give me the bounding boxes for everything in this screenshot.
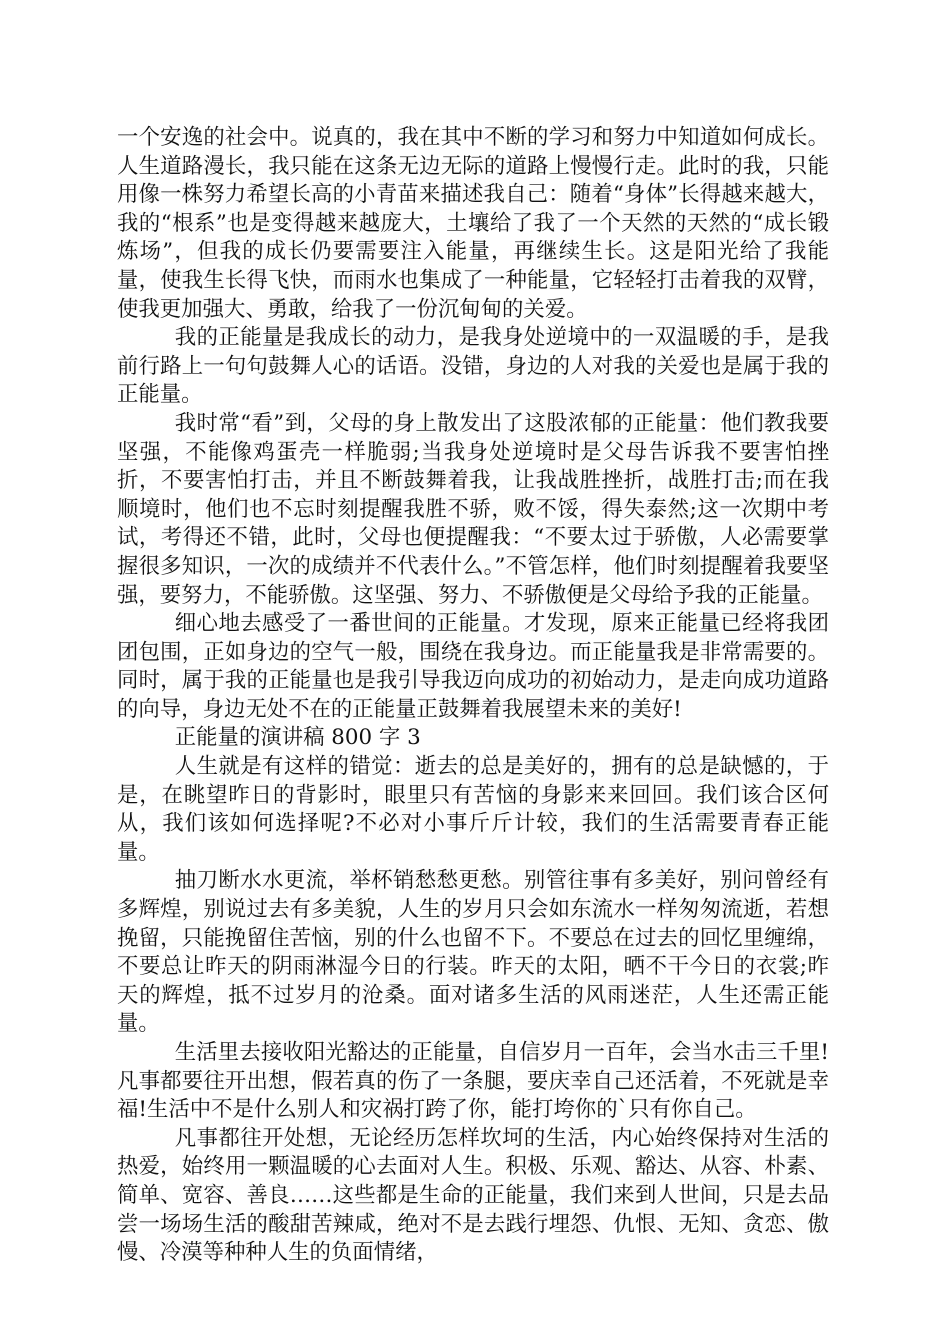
paragraph-1: 一个安逸的社会中。说真的，我在其中不断的学习和努力中知道如何成长。人生道路漫长，我只能在这条无边无际的道路上慢慢行走。此时的我，只能用像一株努力希望长高的小青苗来描述我自己：随着“身体”长得越来越大，我的“根系”也是变得越来越庞大，土壤给了我了一个天然的天然的“成长锻炼场”，但我的成长仍要需要注入能量，再继续生长。这是阳光给了我能量，使我生长得飞快，而雨水也集成了一种能量，它轻轻打击着我的双臂，使我更加强大、勇敢，给我了一份沉甸甸的关爱。: [117, 125, 829, 322]
paragraph-6: 抽刀断水水更流，举杯销愁愁更愁。别管往事有多美好，别问曾经有多辉煌，别说过去有多美貌，人生的岁月只会如东流水一样匆匆流逝，若想挽留，只能挽留住苦恼，别的什么也留不下。不要总在过去的回忆里缠绵，不要总让昨天的阴雨淋湿今日的行装。昨天的太阳，晒不干今日的衣裳;昨天的辉煌，抵不过岁月的沧桑。面对诸多生活的风雨迷茫，人生还需正能量。: [117, 868, 829, 1037]
paragraph-2: 我的正能量是我成长的动力，是我身处逆境中的一双温暖的手，是我前行路上一句句鼓舞人心的话语。没错，身边的人对我的关爱也是属于我的正能量。: [117, 325, 829, 408]
paragraph-5: 人生就是有这样的错觉：逝去的总是美好的，拥有的总是缺憾的，于是，在眺望昨日的背影时，眼里只有苦恼的身影来来回回。我们该合区何从，我们该如何选择呢?不必对小事斤斤计较，我们的生活需要青春正能量。: [117, 754, 829, 865]
paragraph-8: 凡事都往开处想，无论经历怎样坎坷的生活，内心始终保持对生活的热爱，始终用一颗温暖的心去面对人生。积极、乐观、豁达、从容、朴素、简单、宽容、善良……这些都是生命的正能量，我们来到人世间，只是去品尝一场场生活的酸甜苦辣咸，绝对不是去践行埋怨、仇恨、无知、贪恋、傲慢、冷漠等种种人生的负面情绪，: [117, 1125, 829, 1266]
document-page: [117, 124, 829, 1268]
section-heading: 正能量的演讲稿 800 字 3: [174, 725, 421, 751]
paragraph-4: 细心地去感受了一番世间的正能量。才发现，原来正能量已经将我团团包围，正如身边的空气一般，围绕在我身边。而正能量我是非常需要的。同时，属于我的正能量也是我引导我迈向成功的初始动力，是走向成功道路的向导，身边无处不在的正能量正鼓舞着我展望未来的美好!: [117, 611, 829, 722]
paragraph-7: 生活里去接收阳光豁达的正能量，自信岁月一百年，会当水击三千里!凡事都要往开出想，假若真的伤了一条腿，要庆幸自己还活着，不死就是幸福!生活中不是什么别人和灾祸打跨了你，能打垮你的`只有你自己。: [117, 1040, 829, 1123]
paragraph-3: 我时常“看”到，父母的身上散发出了这股浓郁的正能量：他们教我要坚强，不能像鸡蛋壳一样脆弱;当我身处逆境时是父母告诉我不要害怕挫折，不要害怕打击，并且不断鼓舞着我，让我战胜挫折，战胜打击;而在我顺境时，他们也不忘时刻提醒我胜不骄，败不馁，得失泰然;这一次期中考试，考得还不错，此时，父母也便提醒我：“不要太过于骄傲，人必需要掌握很多知识，一次的成绩并不代表什么。”不管怎样，他们时刻提醒着我要坚强，要努力，不能骄傲。这坚强、努力、不骄傲便是父母给予我的正能量。: [117, 410, 829, 608]
